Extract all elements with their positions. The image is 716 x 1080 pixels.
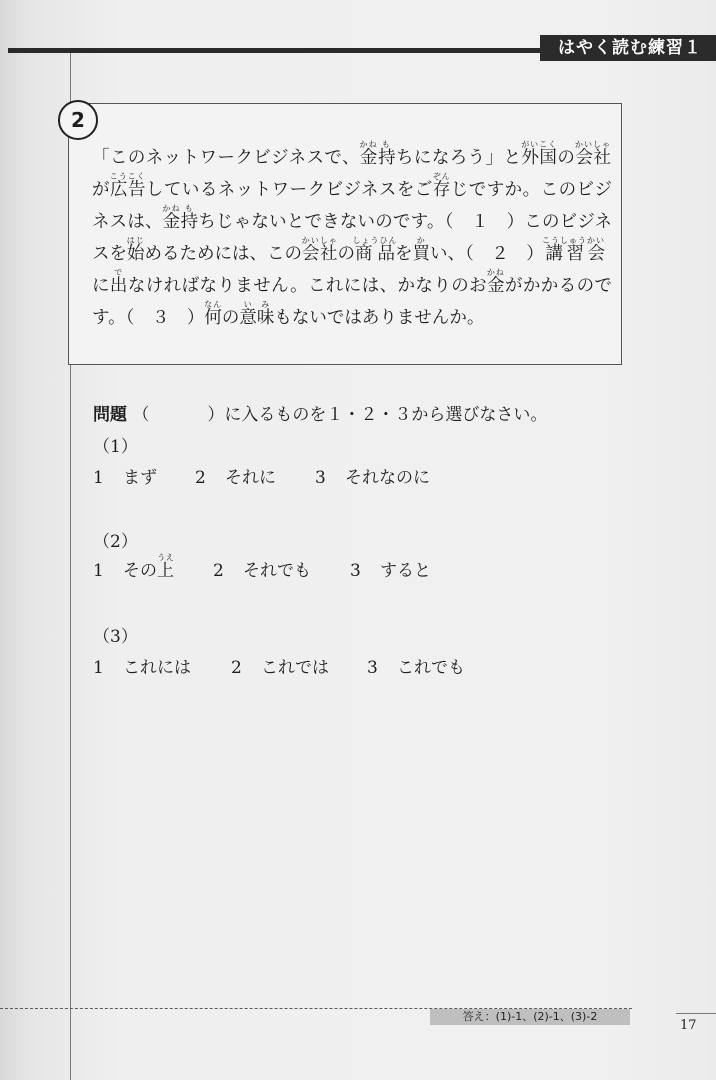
- passage-segment: ちじゃないとできないのです。（ １ ）このビジネスを: [92, 212, 612, 264]
- passage-ruby-word: 持も: [377, 140, 396, 168]
- header-rule: [8, 48, 544, 53]
- option-text: それでも: [243, 561, 311, 581]
- passage-segment: じですか。このビジネスは、: [92, 180, 612, 232]
- option-text: すると: [380, 561, 431, 581]
- passage-segment: なければなりません。これには、かなりのお: [127, 276, 488, 296]
- passage-segment: が: [92, 180, 110, 200]
- page-number-rule: [676, 1013, 716, 1014]
- option-text: これでは: [261, 658, 329, 678]
- option-text: それに: [225, 468, 276, 488]
- option-text: これでも: [397, 658, 465, 678]
- page-number: 17: [680, 1018, 697, 1033]
- passage-ruby-word: 始はじ: [126, 236, 145, 264]
- passage-ruby-word: 講習会こうしゅうかい: [542, 236, 605, 264]
- passage-segment: めるためには、この: [144, 244, 302, 264]
- section-title: はやく読む練習１: [540, 35, 716, 61]
- option-text: [123, 553, 213, 585]
- passage-segment: に: [92, 276, 110, 296]
- option-text-kana: その: [123, 561, 157, 581]
- passage-ruby-word: 金かね: [486, 268, 505, 296]
- option-number: 1: [93, 468, 104, 488]
- item-number: （2）: [93, 532, 138, 552]
- passage-segment: しているネットワークビジネスをご: [145, 180, 433, 200]
- option-number: 1: [93, 561, 104, 581]
- item-options: [93, 553, 431, 585]
- option-text: まず: [123, 468, 157, 488]
- question-open-paren: （: [132, 405, 150, 425]
- passage-ruby-word: 意味いみ: [239, 300, 275, 328]
- passage-number-badge: 2: [58, 100, 98, 140]
- passage-ruby-word: 存ぞん: [432, 172, 451, 200]
- item-number: （1）: [93, 437, 138, 457]
- passage-ruby-word: 商品しょうひん: [352, 236, 398, 264]
- passage-segment: の: [221, 308, 240, 328]
- passage-ruby-word: 金かね: [359, 140, 378, 168]
- passage-ruby-word: 外国がいこく: [521, 140, 558, 168]
- question-label: 問題: [93, 405, 127, 425]
- passage-ruby-word: 買か: [412, 236, 430, 264]
- answer-key: 答え：(1)-1、(2)-1、(3)-2: [430, 1009, 630, 1025]
- item-number: （3）: [93, 627, 138, 647]
- passage-ruby-word: 金かね: [162, 204, 181, 232]
- question-close-paren: ）: [207, 405, 225, 425]
- passage-ruby-word: 何なん: [204, 300, 223, 328]
- passage-segment: もないではありませんか。: [274, 308, 485, 328]
- passage-segment: の: [556, 148, 576, 168]
- passage-ruby-word: 広告こうこく: [109, 172, 146, 200]
- question-instruction: [93, 400, 547, 425]
- passage-ruby-word: 持も: [180, 204, 199, 232]
- option-number: 3: [350, 561, 361, 581]
- question-instruction-text: に入るものを１・２・３から選びなさい。: [224, 405, 548, 425]
- passage-text: [92, 140, 612, 334]
- passage-segment: がかかるのです。（ ３ ）: [92, 276, 613, 328]
- passage-ruby-word: 会社かいしゃ: [575, 140, 612, 168]
- passage-ruby-word: 会社かいしゃ: [301, 236, 338, 264]
- option-number: 3: [367, 658, 378, 678]
- option-text: これには: [123, 658, 191, 678]
- passage-segment: の: [337, 244, 355, 264]
- passage-segment: を: [395, 244, 413, 264]
- passage-ruby-word: 出で: [109, 268, 128, 296]
- option-text-kanji: 上うえ: [157, 553, 174, 581]
- option-number: 2: [213, 561, 224, 581]
- item-options: [93, 463, 430, 488]
- passage-segment: 「このネットワークビジネスで、: [92, 148, 360, 168]
- passage-segment: い、（ ２ ）: [430, 244, 544, 264]
- option-number: 2: [231, 658, 242, 678]
- item-options: [93, 653, 465, 678]
- option-number: 1: [93, 658, 104, 678]
- option-number: 3: [315, 468, 326, 488]
- option-number: 2: [195, 468, 206, 488]
- option-text: それなのに: [345, 468, 430, 488]
- passage-segment: ちになろう」と: [396, 148, 522, 168]
